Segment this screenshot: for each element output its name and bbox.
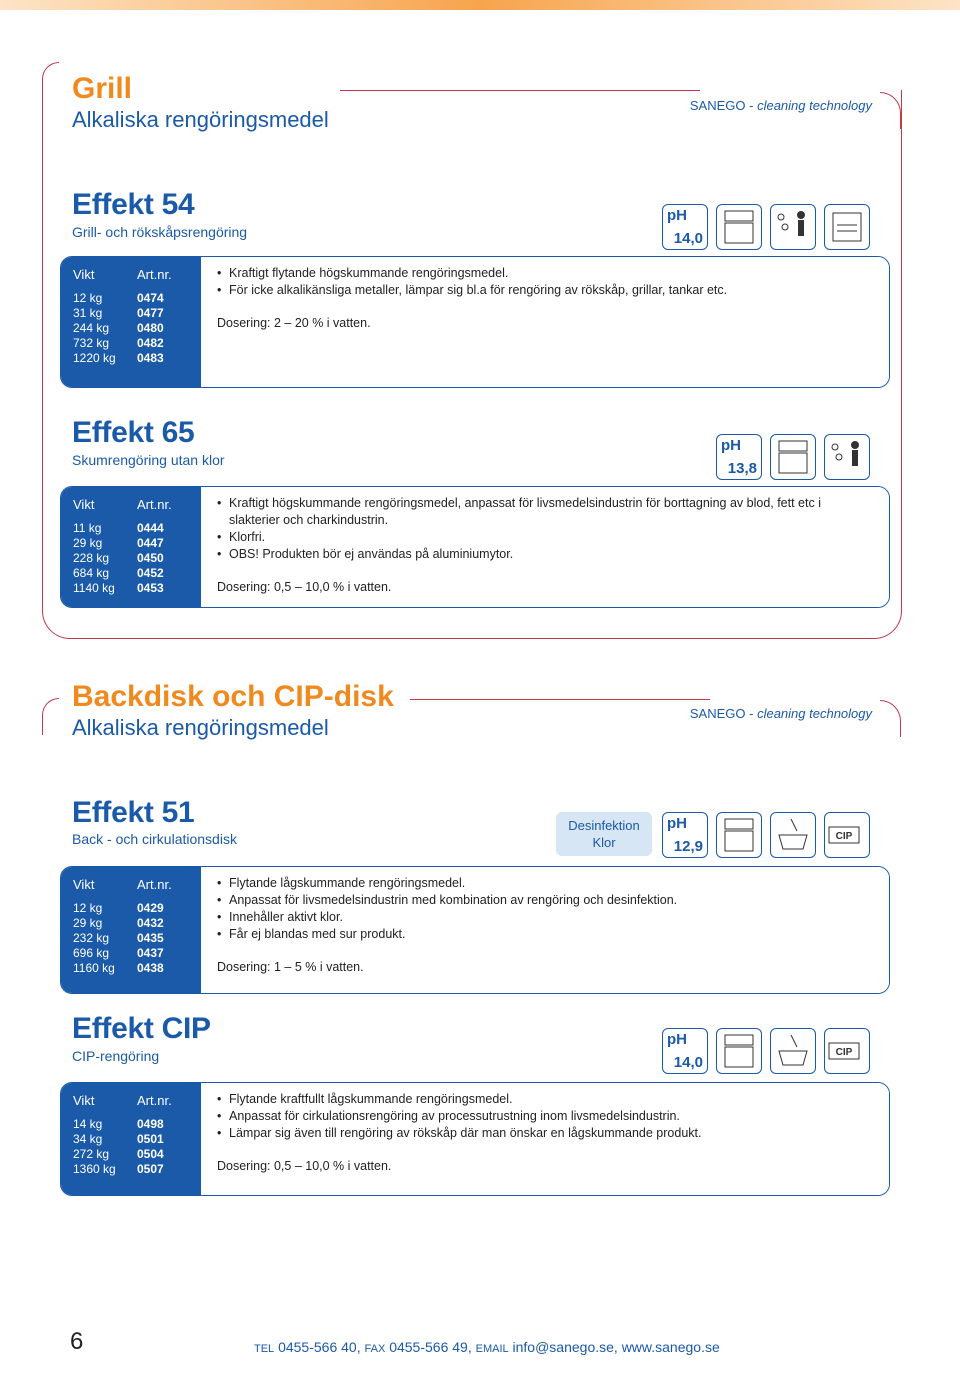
brand-tag: SANEGO - cleaning technology: [689, 706, 872, 721]
bullet: • Kraftigt högskummande rengöringsmedel, anpassat för livsmedelsindustrin för borttagning av blod, fett etc i slakterier och charkindustrin.: [217, 495, 869, 529]
description: [201, 1083, 889, 1195]
product-subtitle: Back - och cirkulationsdisk: [72, 831, 237, 847]
product-subtitle: Skumrengöring utan klor: [72, 452, 225, 468]
dosage: Dosering: 2 – 20 % i vatten.: [217, 316, 371, 330]
ph-box: pH 14,0: [662, 1028, 708, 1074]
size-row: 272 kg 0504: [73, 1147, 164, 1161]
size-list: [73, 291, 193, 366]
col-header-art: Art.nr.: [137, 877, 172, 892]
section-title-grill: Grill: [72, 72, 133, 105]
frame-corner: [42, 698, 59, 735]
dosage: Dosering: 0,5 – 10,0 % i vatten.: [217, 1159, 392, 1173]
col-header-art: Art.nr.: [137, 497, 172, 512]
email-link[interactable]: info@sanego.se,: [512, 1339, 618, 1355]
bullet: • Kraftigt flytande högskummande rengöringsmedel.: [217, 265, 869, 282]
size-row: 1360 kg 0507: [73, 1162, 164, 1176]
description: [201, 867, 889, 993]
website-link[interactable]: www.sanego.se: [621, 1339, 720, 1355]
dosage: Dosering: 1 – 5 % i vatten.: [217, 960, 364, 974]
size-row: 12 kg 0429: [73, 901, 164, 915]
weight-column: [61, 867, 201, 993]
size-row: 684 kg 0452: [73, 566, 164, 580]
size-row: 11 kg 0444: [73, 521, 164, 535]
size-row: 1160 kg 0438: [73, 961, 164, 975]
bullet: • Lämpar sig även till rengöring av rökskåp där man önskar en lågskummande produkt.: [217, 1125, 869, 1142]
product-card: [60, 486, 890, 608]
size-list: [73, 521, 193, 596]
page-number: 6: [70, 1328, 84, 1355]
product-title: Effekt 51: [72, 796, 195, 829]
size-row: 696 kg 0437: [73, 946, 164, 960]
ph-box: pH 14,0: [662, 204, 708, 250]
product-title: Effekt 65: [72, 416, 195, 449]
product-title: Effekt CIP: [72, 1012, 211, 1045]
size-row: 1140 kg 0453: [73, 581, 164, 595]
contact-line: TEL 0455-566 40, FAX 0455-566 49, EMAIL info@sanego.se, www.sanego.se: [254, 1339, 720, 1355]
size-list: [73, 901, 193, 976]
oven-icon: [716, 1028, 762, 1074]
spray-worker-icon: [824, 434, 870, 480]
product-card: [60, 256, 890, 388]
top-gradient-bar: [0, 0, 960, 10]
section-subtitle: Alkaliska rengöringsmedel: [72, 715, 329, 740]
size-row: 14 kg 0498: [73, 1117, 164, 1131]
col-header-weight: Vikt: [73, 877, 95, 892]
svg-text:CIP: CIP: [835, 831, 853, 842]
ph-box: pH 13,8: [716, 434, 762, 480]
bullet: • OBS! Produkten bör ej användas på aluminiumytor.: [217, 546, 869, 563]
bullet: • Klorfri.: [217, 529, 869, 546]
bullet: • Får ej blandas med sur produkt.: [217, 926, 869, 943]
size-row: 29 kg 0447: [73, 536, 164, 550]
size-row: 34 kg 0501: [73, 1132, 164, 1146]
dosage: Dosering: 0,5 – 10,0 % i vatten.: [217, 580, 392, 594]
product-subtitle: CIP-rengöring: [72, 1048, 160, 1064]
grill-icon: [824, 204, 870, 250]
svg-text:CIP: CIP: [835, 1047, 853, 1058]
bullet: • Anpassat för cirkulationsrengöring av processutrustning inom livsmedelsindustrin.: [217, 1108, 869, 1125]
bullet: • Flytande lågskummande rengöringsmedel.: [217, 875, 869, 892]
col-header-art: Art.nr.: [137, 1093, 172, 1108]
cip-icon: [824, 812, 870, 858]
disinfection-badge: Desinfektion Klor: [556, 812, 652, 856]
size-row: 1220 kg 0483: [73, 351, 164, 365]
bullet: • Anpassat för livsmedelsindustrin med kombination av rengöring och desinfektion.: [217, 892, 869, 909]
section-subtitle: Alkaliska rengöringsmedel: [72, 107, 329, 132]
bullet: • Flytande kraftfullt lågskummande rengöringsmedel.: [217, 1091, 869, 1108]
description: [201, 257, 889, 387]
bullet: • För icke alkalikänsliga metaller, lämpar sig bl.a för rengöring av rökskåp, grillar, tankar etc.: [217, 282, 869, 299]
oven-icon: [716, 204, 762, 250]
ph-box: pH 12,9: [662, 812, 708, 858]
product-subtitle: Grill- och rökskåpsrengöring: [72, 224, 248, 240]
size-row: 244 kg 0480: [73, 321, 164, 335]
size-row: 31 kg 0477: [73, 306, 164, 320]
size-list: [73, 1117, 193, 1177]
frame-corner: [880, 700, 901, 737]
size-row: 12 kg 0474: [73, 291, 164, 305]
brand-tag: SANEGO - cleaning technology: [689, 98, 872, 113]
oven-icon: [770, 434, 816, 480]
description: [201, 487, 889, 607]
size-row: 232 kg 0435: [73, 931, 164, 945]
weight-column: [61, 487, 201, 607]
product-title: Effekt 54: [72, 188, 195, 221]
frame-line: [410, 699, 710, 700]
crate-wash-icon: [770, 812, 816, 858]
product-card: [60, 1082, 890, 1196]
spray-worker-icon: [770, 204, 816, 250]
section-title-backdisk: Backdisk och CIP-disk: [72, 680, 394, 713]
col-header-weight: Vikt: [73, 497, 95, 512]
bullet: • Innehåller aktivt klor.: [217, 909, 869, 926]
oven-icon: [716, 812, 762, 858]
product-card: [60, 866, 890, 994]
col-header-weight: Vikt: [73, 267, 95, 282]
crate-wash-icon: [770, 1028, 816, 1074]
size-row: 228 kg 0450: [73, 551, 164, 565]
col-header-art: Art.nr.: [137, 267, 172, 282]
size-row: 732 kg 0482: [73, 336, 164, 350]
col-header-weight: Vikt: [73, 1093, 95, 1108]
weight-column: [61, 257, 201, 387]
cip-icon: [824, 1028, 870, 1074]
weight-column: [61, 1083, 201, 1195]
size-row: 29 kg 0432: [73, 916, 164, 930]
